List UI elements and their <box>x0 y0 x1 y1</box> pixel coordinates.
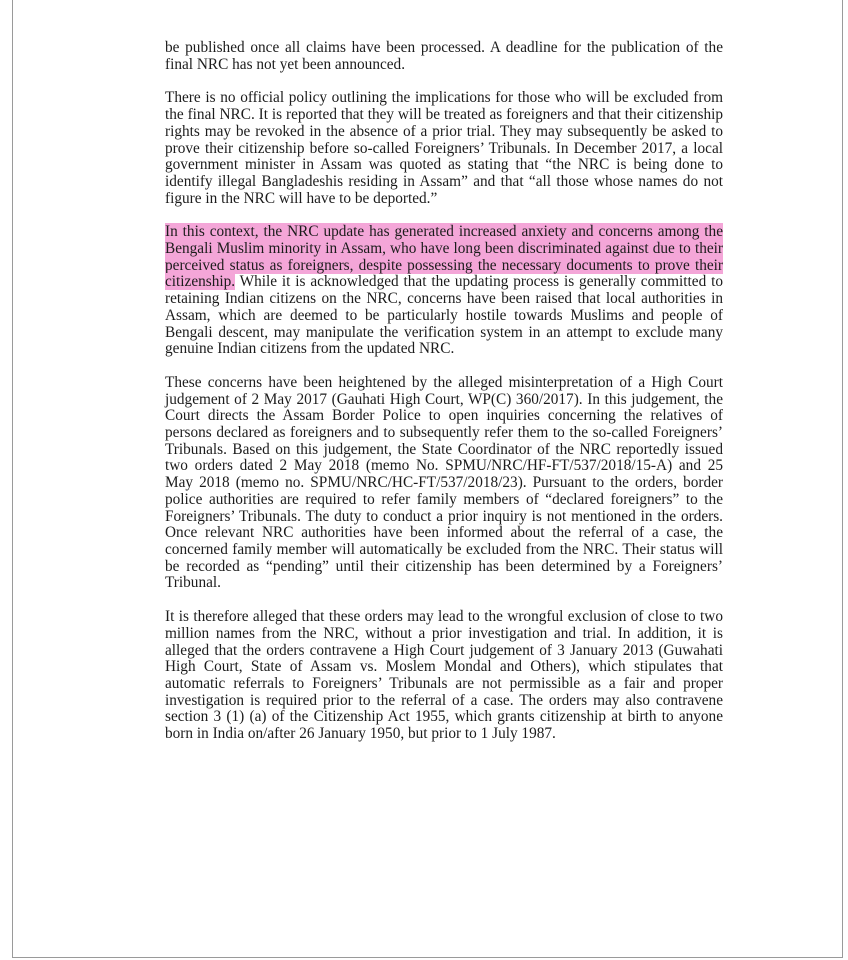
paragraph-continuation: While it is acknowledged that the updating process is generally committed to retaining Indian citizens on the NRC, concerns have been raised that local authorities in Assam, which are deemed to be particularly hostile towards Muslims and people of Bengali descent, may manipulate the verification system in an attempt to exclude many genuine Indian citizens from the updated NRC. <box>165 273 723 358</box>
paragraph-exclusion-implications: There is no official policy outlining the implications for those who will be excluded from the final NRC. It is reported that they will be treated as foreigners and that their citizenship rights may be revoked in the absence of a prior trial. They may subsequently be asked to prove their citizenship before so-called Foreigners’ Tribunals. In December 2017, a local government minister in Assam was quoted as stating that “the NRC is being done to identify illegal Bangladeshis residing in Assam” and that “all those whose names do not figure in the NRC will have to be deported.” <box>165 89 723 207</box>
document-body <box>165 40 723 760</box>
paragraph-wrongful-exclusion: It is therefore alleged that these orders may lead to the wrongful exclusion of close to two million names from the NRC, without a prior investigation and trial. In addition, it is alleged that the orders contravene a High Court judgement of 3 January 2013 (Guwahati High Court, State of Assam vs. Moslem Mondal and Others), which stipulates that automatic referrals to Foreigners’ Tribunals are not permissible as a fair and proper investigation is required prior to the referral of a case. The orders may also contravene section 3 (1) (a) of the Citizenship Act 1955, which grants citizenship at birth to anyone born in India on/after 26 January 1950, but prior to 1 July 1987. <box>165 608 723 743</box>
paragraph-high-court-judgement: These concerns have been heightened by the alleged misinterpretation of a High Court judgement of 2 May 2017 (Gauhati High Court, WP(C) 360/2017). In this judgement, the Court directs the Assam Border Police to open inquiries concerning the relatives of persons declared as foreigners and to subsequently refer them to the so-called Foreigners’ Tribunals. Based on this judgement, the State Coordinator of the NRC reportedly issued two orders dated 2 May 2018 (memo No. SPMU/NRC/HF-FT/537/2018/15-A) and 25 May 2018 (memo no. SPMU/NRC/HC-FT/537/2018/23). Pursuant to the orders, border police authorities are required to refer family members of “declared foreigners” to the Foreigners’ Tribunals. The duty to conduct a prior inquiry is not mentioned in the orders. Once relevant NRC authorities have been informed about the referral of a case, the concerned family member will automatically be excluded from the NRC. Their status will be recorded as “pending” until their citizenship has been determined by a Foreigners’ Tribunal. <box>165 373 723 592</box>
highlighted-passage: In this context, the NRC update has generated increased anxiety and concerns among the Bengali Muslim minority in Assam, who have long been discriminated against due to their perceived status as foreigners, despite possessing the necessary documents to prove their citizenship. <box>165 223 723 291</box>
paragraph-publication-deadline: be published once all claims have been processed. A deadline for the publication of the final NRC has not yet been announced. <box>165 39 723 73</box>
paragraph-anxiety-concerns <box>165 224 723 358</box>
